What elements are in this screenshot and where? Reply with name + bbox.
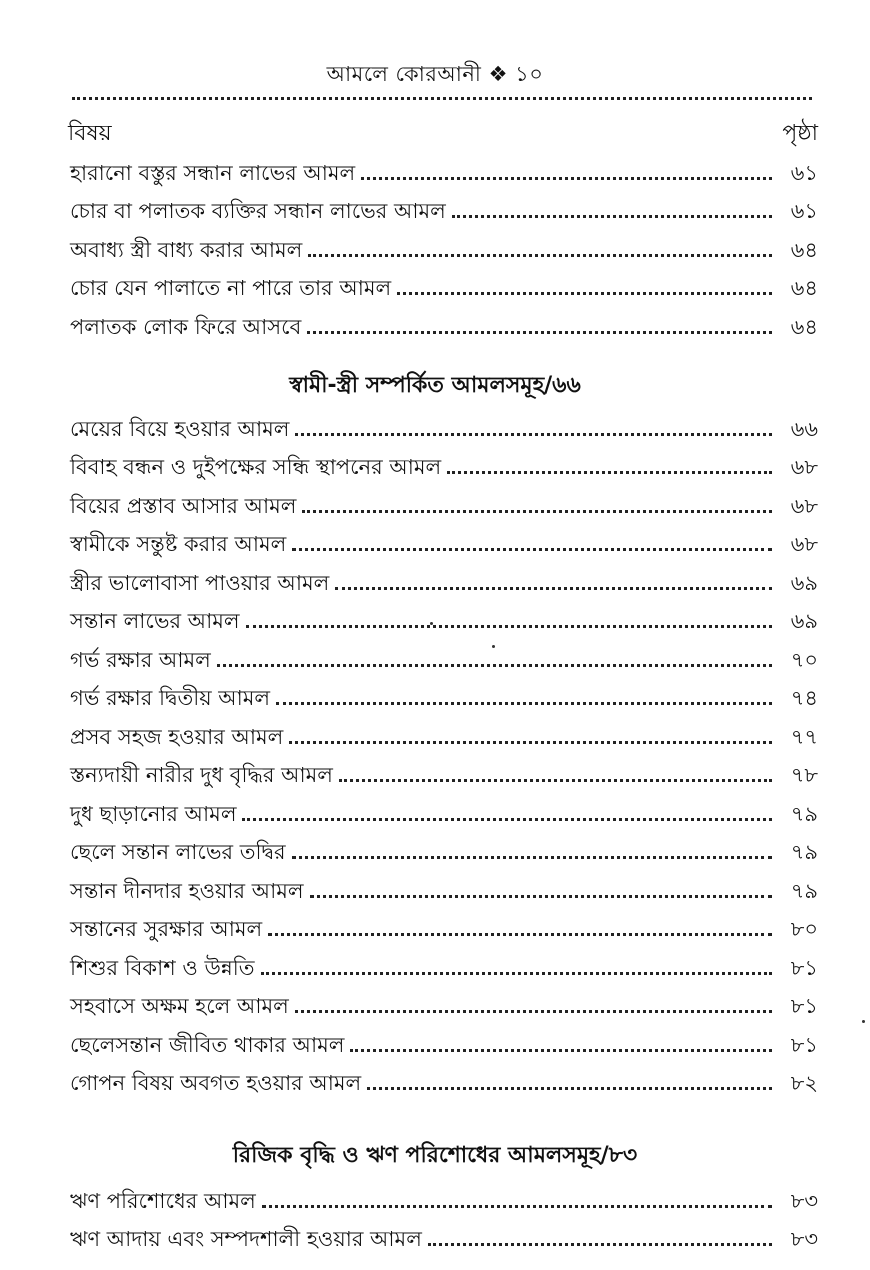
dot-leader <box>397 292 772 295</box>
toc-entry <box>70 225 818 264</box>
toc-entry <box>70 404 818 443</box>
entry-title: পলাতক লোক ফিরে আসবে <box>70 314 302 339</box>
toc-entry <box>70 597 818 636</box>
dot-leader <box>246 625 773 628</box>
dot-leader <box>335 587 772 590</box>
dot-leader <box>295 1010 772 1013</box>
entry-page-number: ৮৩ <box>790 1188 818 1213</box>
entry-page-number: ৬৪ <box>790 237 818 262</box>
entry-title: গর্ভ রক্ষার দ্বিতীয় আমল <box>70 686 271 710</box>
toc-entry <box>70 674 818 713</box>
page-column-heading: পৃষ্ঠা <box>782 121 818 146</box>
entry-page-number: ৭৪ <box>790 686 818 710</box>
entry-title: স্বামীকে সন্তুষ্ট করার আমল <box>70 532 287 556</box>
entry-title: বিবাহ বন্ধন ও দুইপক্ষের সন্ধি স্থাপনের আমল <box>70 455 442 479</box>
entry-title: সন্তান দীনদার হওয়ার আমল <box>70 878 304 903</box>
entry-title: গোপন বিষয় অবগত হওয়ার আমল <box>70 1071 362 1095</box>
entry-page-number: ৬৮ <box>790 532 818 556</box>
toc-entry <box>70 558 818 597</box>
entry-page-number: ৭৯ <box>790 801 818 826</box>
dot-leader <box>261 972 772 975</box>
toc-entry <box>70 302 818 341</box>
entry-page-number: ৮১ <box>790 955 818 980</box>
toc-entry <box>70 943 818 982</box>
dot-leader <box>361 177 772 180</box>
dot-leader <box>308 254 772 257</box>
entry-page-number: ৭৭ <box>790 724 818 749</box>
dot-leader <box>276 702 772 705</box>
entry-title: প্রসব সহজ হওয়ার আমল <box>70 724 284 749</box>
toc-entry <box>70 828 818 867</box>
entry-title: হারানো বস্তুর সন্ধান লাভের আমল <box>70 160 356 185</box>
entry-title: দুধ ছাড়ানোর আমল <box>70 801 237 826</box>
print-speck <box>430 622 433 625</box>
toc-entry <box>70 635 818 674</box>
entry-page-number: ৮৩ <box>790 1227 818 1251</box>
dot-leader <box>289 741 772 744</box>
entry-page-number: ৬৬ <box>790 416 818 441</box>
dot-leader <box>339 779 772 782</box>
entry-title: ছেলে সন্তান লাভের তদ্বির <box>70 840 286 864</box>
dot-leader <box>452 215 772 218</box>
toc-entry <box>70 866 818 905</box>
entry-page-number: ৮০ <box>790 917 818 941</box>
entry-title: সন্তানের সুরক্ষার আমল <box>70 917 263 941</box>
entry-page-number: ৭৮ <box>790 763 818 787</box>
dot-leader <box>302 510 772 513</box>
entry-title: বিয়ের প্রস্তাব আসার আমল <box>70 493 297 518</box>
dot-leader <box>447 471 772 474</box>
dot-leader <box>217 664 772 667</box>
dot-leader <box>428 1243 772 1246</box>
dot-leader <box>350 1049 772 1052</box>
toc-group-3 <box>70 1176 818 1253</box>
toc-entry <box>70 751 818 790</box>
toc-entry <box>70 712 818 751</box>
entry-page-number: ৬৯ <box>790 609 818 633</box>
dot-leader <box>367 1087 772 1090</box>
toc-entry <box>70 148 818 187</box>
dot-leader <box>295 433 772 436</box>
entry-page-number: ৭০ <box>790 647 818 672</box>
dot-leader <box>292 548 772 551</box>
entry-title: মেয়ের বিয়ে হওয়ার আমল <box>70 416 290 441</box>
entry-page-number: ৬১ <box>790 160 818 185</box>
entry-title: স্ত্রীর ভালোবাসা পাওয়ার আমল <box>70 570 330 595</box>
print-speck <box>862 1020 865 1023</box>
entry-page-number: ৭৯ <box>790 878 818 903</box>
entry-title: ঋণ আদায় এবং সম্পদশালী হওয়ার আমল <box>70 1227 422 1251</box>
dot-leader <box>262 1205 772 1208</box>
entry-title: গর্ভ রক্ষার আমল <box>70 647 211 672</box>
dot-leader <box>307 331 772 334</box>
entry-title: শিশুর বিকাশ ও উন্নতি <box>70 955 255 980</box>
toc-entry <box>70 1020 818 1059</box>
toc-group-1 <box>70 148 818 341</box>
toc-entry <box>70 905 818 944</box>
header-dotted-rule <box>72 97 812 100</box>
entry-page-number: ৬৮ <box>790 455 818 479</box>
entry-title: অবাধ্য স্ত্রী বাধ্য করার আমল <box>70 237 303 262</box>
section-title-rizik: রিজিক বৃদ্ধি ও ঋণ পরিশোধের আমলসমূহ/৮৩ <box>232 1143 638 1168</box>
toc-group-2 <box>70 404 818 1097</box>
toc-entry <box>70 789 818 828</box>
entry-page-number: ৬৯ <box>790 570 818 595</box>
toc-entry <box>70 1215 818 1254</box>
entry-page-number: ৮১ <box>790 1032 818 1057</box>
toc-entry <box>70 1059 818 1098</box>
entry-page-number: ৬৮ <box>790 493 818 518</box>
topic-column-heading: বিষয় <box>68 121 112 146</box>
entry-title: সহবাসে অক্ষম হলে আমল <box>70 994 289 1018</box>
dot-leader <box>268 933 772 936</box>
entry-title: সন্তান লাভের আমল <box>70 609 240 633</box>
entry-title: স্তন্যদায়ী নারীর দুধ বৃদ্ধির আমল <box>70 763 333 787</box>
toc-entry <box>70 982 818 1021</box>
entry-page-number: ৬১ <box>790 199 818 223</box>
toc-entry <box>70 443 818 482</box>
dot-leader <box>292 856 773 859</box>
toc-entry <box>70 187 818 226</box>
toc-entry <box>70 1176 818 1215</box>
toc-entry <box>70 520 818 559</box>
entry-page-number: ৬৪ <box>790 314 818 339</box>
entry-page-number: ৮২ <box>790 1071 818 1095</box>
entry-page-number: ৬৪ <box>790 276 818 300</box>
entry-page-number: ৮১ <box>790 994 818 1018</box>
entry-title: চোর বা পলাতক ব্যক্তির সন্ধান লাভের আমল <box>70 199 446 223</box>
section-title-husband-wife: স্বামী-স্ত্রী সম্পর্কিত আমলসমূহ/৬৬ <box>289 373 581 398</box>
toc-entry <box>70 481 818 520</box>
running-header: আমলে কোরআনী ❖ ১০ <box>326 62 544 86</box>
entry-title: চোর যেন পালাতে না পারে তার আমল <box>70 276 392 300</box>
dot-leader <box>310 895 772 898</box>
entry-title: ঋণ পরিশোধের আমল <box>70 1188 256 1213</box>
entry-page-number: ৭৯ <box>790 840 818 864</box>
toc-entry <box>70 264 818 303</box>
dot-leader <box>242 818 772 821</box>
entry-title: ছেলেসন্তান জীবিত থাকার আমল <box>70 1032 345 1057</box>
print-speck <box>492 645 495 648</box>
